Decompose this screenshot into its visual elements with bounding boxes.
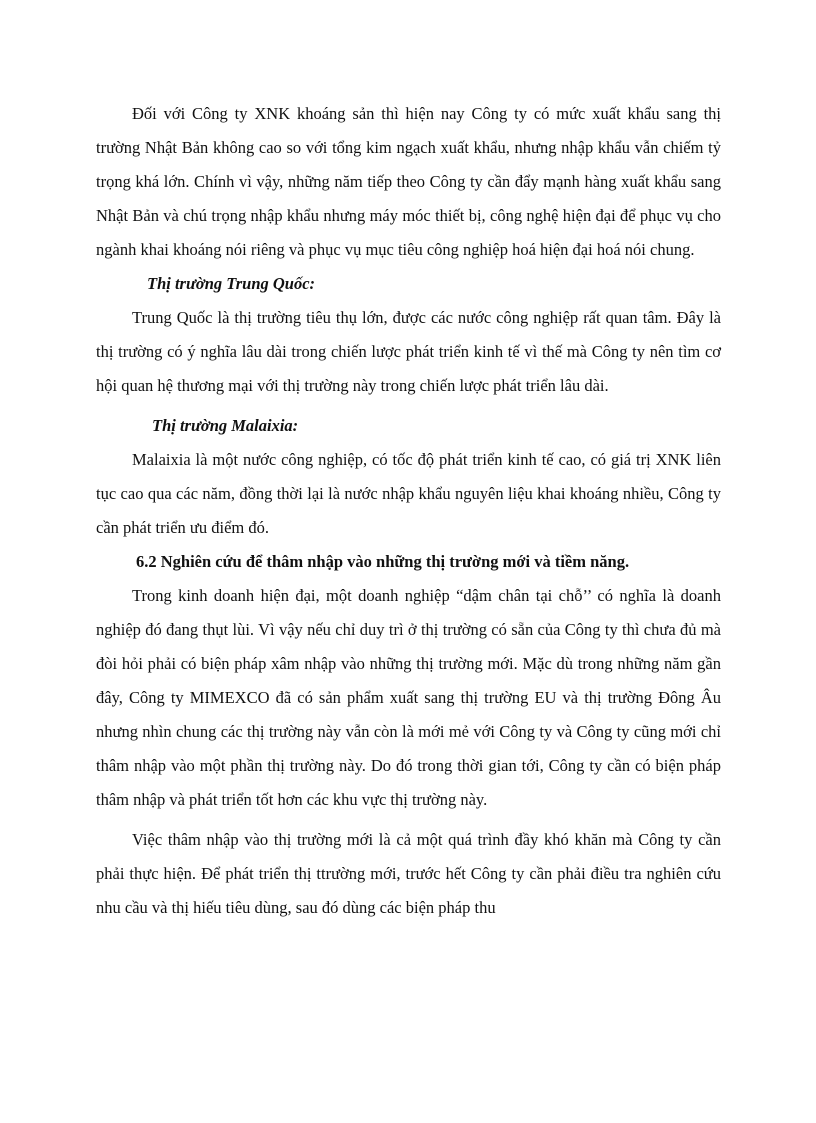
paragraph-china-market: Trung Quốc là thị trường tiêu thụ lớn, được các nước công nghiệp rất quan tâm. Đây là thị trường có ý nghĩa lâu dài trong chiến lược phát triển kinh tế vì thế mà Công ty nên tìm cơ hội quan hệ thương mại với thị trường này trong chiến lược phát triển lâu dài. (96, 308, 721, 395)
heading-china-market: Thị trường Trung Quốc: (147, 274, 316, 293)
paragraph-japan-market: Đối với Công ty XNK khoáng sản thì hiện nay Công ty có mức xuất khẩu sang thị trường Nhật Bản không cao so với tổng kim ngạch xuất khẩu, nhưng nhập khẩu vẫn chiếm tỷ trọng khá lớn. Chính vì vậy, những năm tiếp theo Công ty cần đẩy mạnh hàng xuất khẩu sang Nhật Bản và chú trọng nhập khẩu nhưng máy móc thiết bị, công nghệ hiện đại để phục vụ cho ngành khai khoáng nói riêng và phục vụ mục tiêu công nghiệp hoá hiện đại hoá nói chung. (96, 104, 721, 259)
paragraph-new-markets: Trong kinh doanh hiện đại, một doanh nghiệp “dậm chân tại chỗ’’ có nghĩa là doanh nghiệp đó đang thụt lùi. Vì vậy nếu chỉ duy trì ở thị trường có sẵn của Công ty thì chưa đủ mà đòi hỏi phải có biện pháp xâm nhập vào những thị trường mới. Mặc dù trong những năm gần đây, Công ty MIMEXCO đã có sản phẩm xuất sang thị trường EU và thị trường Đông Âu nhưng nhìn chung các thị trường này vẫn còn là mới mẻ với Công ty và Công ty cũng mới chỉ thâm nhập vào một phần thị trường này. Do đó trong thời gian tới, Công ty cần có biện pháp thâm nhập và phát triển tốt hơn các khu vực thị trường này. (96, 586, 721, 809)
section-heading-new-markets: 6.2 Nghiên cứu để thâm nhập vào những thị trường mới và tiềm năng. (136, 552, 630, 571)
heading-malaysia-market: Thị trường Malaixia: (152, 416, 299, 435)
paragraph-malaysia-market: Malaixia là một nước công nghiệp, có tốc độ phát triển kinh tế cao, có giá trị XNK liên tục cao qua các năm, đồng thời lại là nước nhập khẩu nguyên liệu khai khoáng nhiều, Công ty cần phát triển ưu điểm đó. (96, 450, 721, 537)
paragraph-market-penetration: Việc thâm nhập vào thị trường mới là cả một quá trình đầy khó khăn mà Công ty cần phải thực hiện. Để phát triển thị ttrường mới, trước hết Công ty cần phải điều tra nghiên cứu nhu cầu và thị hiếu tiêu dùng, sau đó dùng các biện pháp thu (96, 830, 721, 917)
document-page (96, 97, 721, 925)
